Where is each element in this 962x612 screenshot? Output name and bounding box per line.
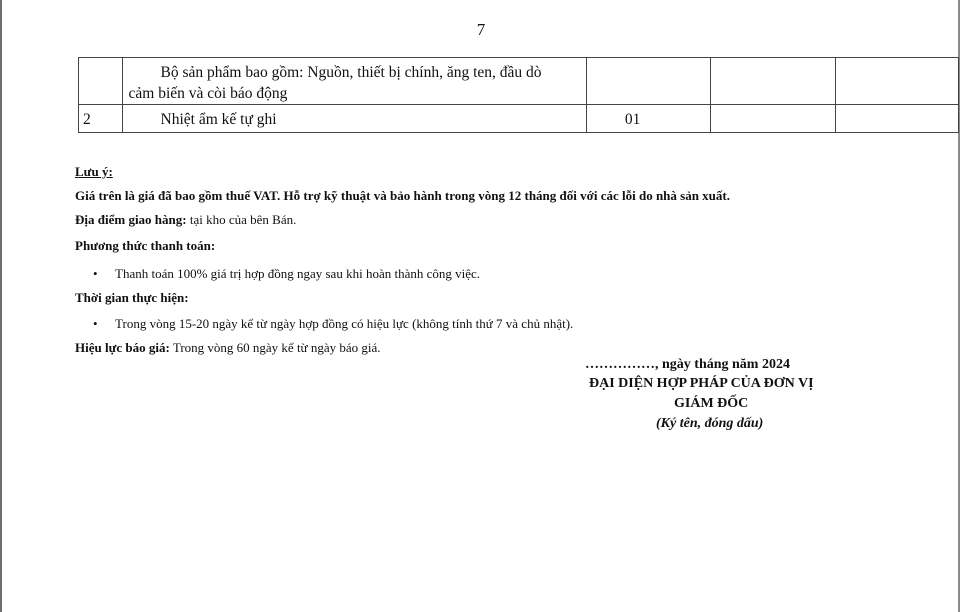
table-row bbox=[79, 58, 959, 105]
description-line: cảm biến và còi báo động bbox=[128, 85, 288, 102]
quantity-cell: 01 bbox=[586, 105, 710, 133]
vat-note: Giá trên là giá đã bao gồm thuế VAT. Hỗ trợ kỹ thuật và bảo hành trong vòng 12 tháng đối với các lỗi do nhà sản xuất. bbox=[75, 188, 730, 203]
delivery-note bbox=[75, 212, 296, 228]
signature-title: GIÁM ĐỐC bbox=[674, 396, 749, 411]
notes-heading: Lưu ý: bbox=[75, 164, 113, 179]
validity-label: Hiệu lực báo giá: bbox=[75, 340, 170, 355]
product-table bbox=[78, 57, 959, 133]
payment-bullet: • Thanh toán 100% giá trị hợp đồng ngay sau khi hoàn thành công việc. bbox=[93, 266, 481, 281]
page-border-left bbox=[0, 0, 2, 612]
price-cell bbox=[711, 58, 835, 105]
total-cell bbox=[835, 105, 958, 133]
delivery-value: tại kho của bên Bán. bbox=[186, 212, 297, 227]
total-cell bbox=[835, 58, 958, 105]
validity-value: Trong vòng 60 ngày kể từ ngày báo giá. bbox=[169, 340, 381, 355]
price-cell bbox=[711, 105, 835, 133]
payment-label: Phương thức thanh toán: bbox=[75, 238, 216, 253]
signature-date-line: ……………, ngày tháng năm 2024 bbox=[585, 357, 790, 372]
bullet-icon: • bbox=[93, 316, 98, 331]
signature-instruction: (Ký tên, đóng dấu) bbox=[656, 416, 764, 431]
stt-cell: 2 bbox=[79, 105, 123, 133]
page-number: 7 bbox=[476, 20, 486, 39]
validity-note bbox=[75, 340, 381, 356]
delivery-label: Địa điểm giao hàng: bbox=[75, 212, 187, 227]
time-label: Thời gian thực hiện: bbox=[75, 290, 189, 305]
stt-cell bbox=[79, 58, 123, 105]
description-line: Bộ sản phẩm bao gồm: Nguồn, thiết bị chính, ăng ten, đầu dò bbox=[160, 64, 542, 81]
description-cell bbox=[122, 58, 586, 105]
quantity-cell bbox=[586, 58, 710, 105]
time-bullet: • Trong vòng 15-20 ngày kể từ ngày hợp đồng có hiệu lực (không tính thứ 7 và chủ nhật). bbox=[93, 316, 574, 331]
signature-representative: ĐẠI DIỆN HỢP PHÁP CỦA ĐƠN VỊ bbox=[589, 376, 814, 391]
bullet-icon: • bbox=[93, 266, 98, 281]
description-cell: Nhiệt ẩm kế tự ghi bbox=[122, 105, 586, 133]
table-row bbox=[79, 105, 959, 133]
